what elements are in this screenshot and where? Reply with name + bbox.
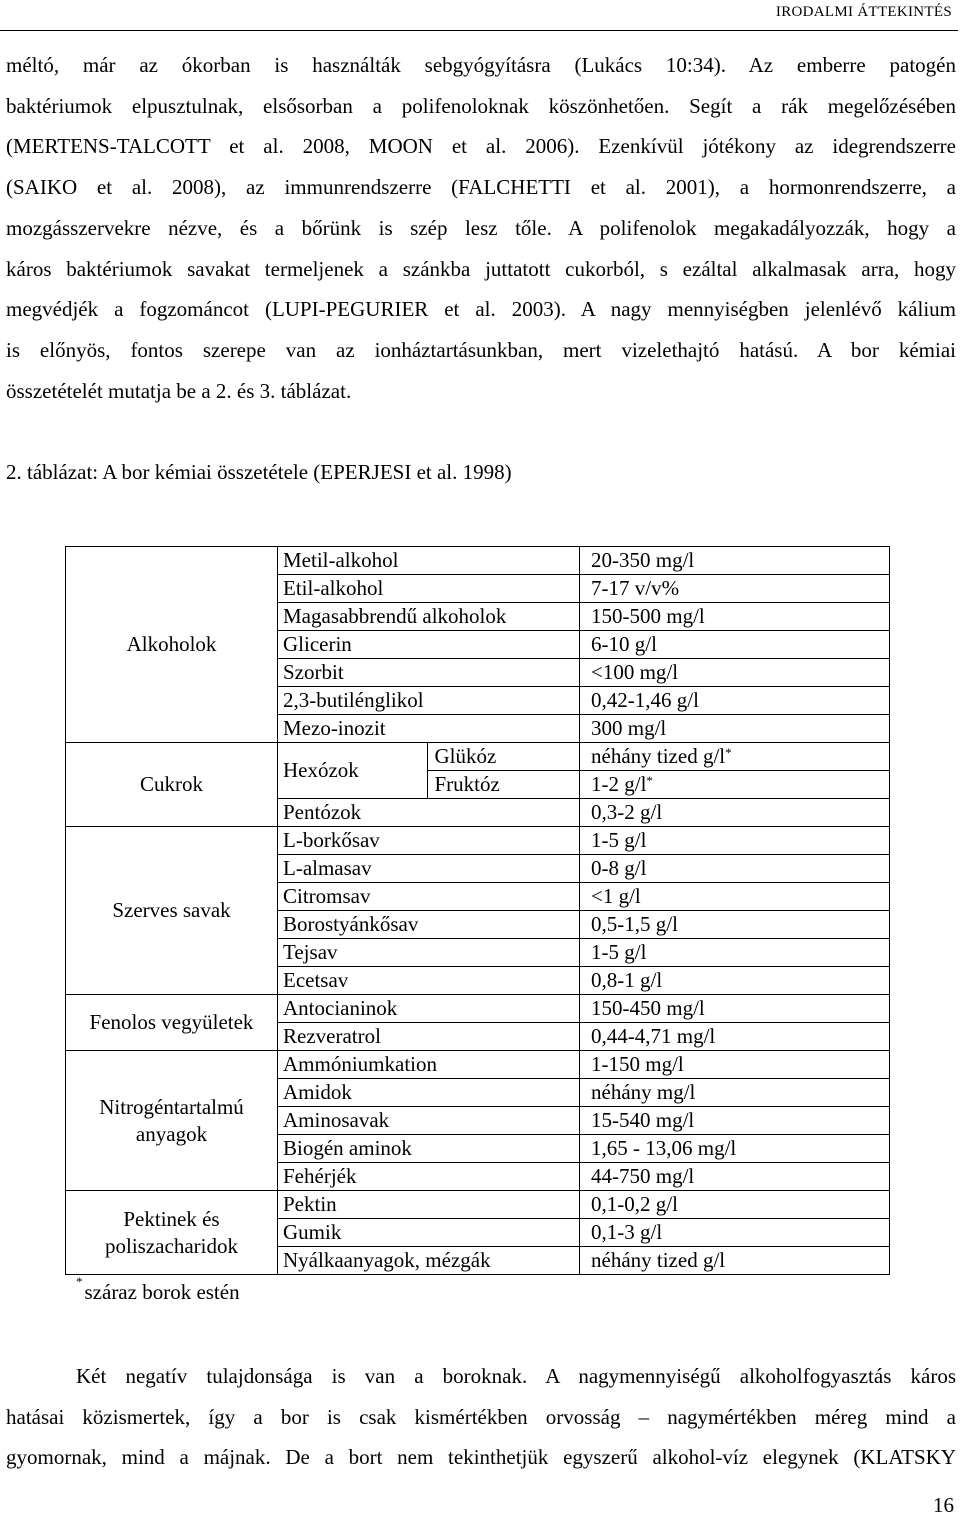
component-value: 1-150 mg/l (580, 1051, 890, 1079)
component-name: Magasabbrendű alkoholok (278, 603, 580, 631)
component-value: 6-10 g/l (580, 631, 890, 659)
component-value: 1-5 g/l (580, 939, 890, 967)
asterisk-mark: * (646, 773, 653, 788)
component-name: L-almasav (278, 855, 580, 883)
component-name: L-borkősav (278, 827, 580, 855)
component-value: <1 g/l (580, 883, 890, 911)
component-value: 0-8 g/l (580, 855, 890, 883)
component-value: néhány tized g/l (580, 1247, 890, 1275)
component-subname: Glükóz (428, 743, 580, 771)
header-rule (0, 30, 958, 31)
component-value: néhány mg/l (580, 1079, 890, 1107)
table-footnote (76, 1274, 240, 1305)
component-value: 1-5 g/l (580, 827, 890, 855)
component-subname: Fruktóz (428, 771, 580, 799)
table-row (66, 827, 890, 855)
value-text: néhány tized g/l (591, 744, 726, 768)
category-pektinek: Pektinek és poliszacharidok (66, 1191, 278, 1275)
component-value: 150-500 mg/l (580, 603, 890, 631)
table-row (66, 1191, 890, 1219)
text-line: is előnyös, fontos szerepe van az ionháztartásunkban, mert vizelethajtó hatású. A bor kémiai (6, 337, 956, 362)
component-value: 1,65 - 13,06 mg/l (580, 1135, 890, 1163)
category-szerves-savak: Szerves savak (66, 827, 278, 995)
component-name: Glicerin (278, 631, 580, 659)
component-value: 0,1-3 g/l (580, 1219, 890, 1247)
component-name: Szorbit (278, 659, 580, 687)
asterisk-mark: * (725, 745, 732, 760)
text-line: (SAIKO et al. 2008), az immunrendszerre (FALCHETTI et al. 2001), a hormonrendszerre, a (6, 175, 956, 200)
wine-composition-table (65, 546, 890, 1275)
text-line: káros baktériumok savakat termeljenek a szánkba juttatott cukorból, s ezáltal alkalmasak arra, hogy (6, 256, 956, 281)
component-value: 0,8-1 g/l (580, 967, 890, 995)
category-fenolos: Fenolos vegyületek (66, 995, 278, 1051)
component-name: Nyálkaanyagok, mézgák (278, 1247, 580, 1275)
component-group-hexozok: Hexózok (278, 743, 428, 799)
component-name: Pektin (278, 1191, 580, 1219)
table-row (66, 547, 890, 575)
table-row (66, 995, 890, 1023)
text-line: megvédjék a fogzománcot (LUPI-PEGURIER et al. 2003). A nagy mennyiségben jelenlévő kálium (6, 297, 956, 322)
component-value: 15-540 mg/l (580, 1107, 890, 1135)
text-line: baktériumok elpusztulnak, elsősorban a polifenoloknak köszönhetően. Segít a rák megelőzésében (6, 93, 956, 118)
component-name: Amidok (278, 1079, 580, 1107)
component-name: Tejsav (278, 939, 580, 967)
component-name: 2,3-butilénglikol (278, 687, 580, 715)
component-name: Biogén aminok (278, 1135, 580, 1163)
category-alkoholok: Alkoholok (66, 547, 278, 743)
text-line: gyomornak, mind a májnak. De a bort nem tekinthetjük egyszerű alkohol-víz elegynek (KLATSKY (6, 1445, 956, 1470)
component-name: Fehérjék (278, 1163, 580, 1191)
text-line: méltó, már az ókorban is használták sebgyógyításra (Lukács 10:34). Az emberre patogén (6, 53, 956, 77)
component-name: Ecetsav (278, 967, 580, 995)
text-line: mozgásszervekre nézve, és a bőrünk is szép lesz tőle. A polifenolok megakadályozzák, hogy a (6, 215, 956, 240)
component-value: 44-750 mg/l (580, 1163, 890, 1191)
table-row (66, 1051, 890, 1079)
table-row (66, 743, 890, 771)
component-name: Aminosavak (278, 1107, 580, 1135)
component-name: Citromsav (278, 883, 580, 911)
component-value: 150-450 mg/l (580, 995, 890, 1023)
component-name: Metil-alkohol (278, 547, 580, 575)
component-value: 300 mg/l (580, 715, 890, 743)
footnote-asterisk: * (76, 1274, 83, 1289)
footnote-text: száraz borok estén (84, 1280, 240, 1304)
component-value: 7-17 v/v% (580, 575, 890, 603)
paragraph-intro (6, 45, 956, 411)
text-line: összetételét mutatja be a 2. és 3. táblázat. (6, 378, 352, 403)
category-cukrok: Cukrok (66, 743, 278, 827)
component-name: Gumik (278, 1219, 580, 1247)
component-name: Ammóniumkation (278, 1051, 580, 1079)
component-value: <100 mg/l (580, 659, 890, 687)
component-name: Antocianinok (278, 995, 580, 1023)
text-line: (MERTENS-TALCOTT et al. 2008, MOON et al. 2006). Ezenkívül jótékony az idegrendszerre (6, 134, 956, 159)
component-name: Rezveratrol (278, 1023, 580, 1051)
table-caption: 2. táblázat: A bor kémiai összetétele (EPERJESI et al. 1998) (6, 460, 512, 484)
text-line: hatásai közismertek, így a bor is csak kismértékben orvosság – nagymértékben méreg mind a (6, 1404, 956, 1429)
running-header: IRODALMI ÁTTEKINTÉS (775, 4, 952, 20)
paragraph-negative (6, 1356, 956, 1478)
component-value: 0,3-2 g/l (580, 799, 890, 827)
component-name: Pentózok (278, 799, 580, 827)
component-value: 0,42-1,46 g/l (580, 687, 890, 715)
page-number: 16 (933, 1493, 954, 1517)
category-nitrogen: Nitrogéntartalmú anyagok (66, 1051, 278, 1191)
component-value (580, 743, 890, 771)
value-text: 1-2 g/l (591, 772, 647, 796)
component-value (580, 771, 890, 799)
component-value: 20-350 mg/l (580, 547, 890, 575)
component-value: 0,5-1,5 g/l (580, 911, 890, 939)
component-value: 0,1-0,2 g/l (580, 1191, 890, 1219)
text-line: Két negatív tulajdonsága is van a boroknak. A nagymennyiségű alkoholfogyasztás káros (76, 1364, 956, 1388)
component-name: Mezo-inozit (278, 715, 580, 743)
component-value: 0,44-4,71 mg/l (580, 1023, 890, 1051)
component-name: Borostyánkősav (278, 911, 580, 939)
component-name: Etil-alkohol (278, 575, 580, 603)
